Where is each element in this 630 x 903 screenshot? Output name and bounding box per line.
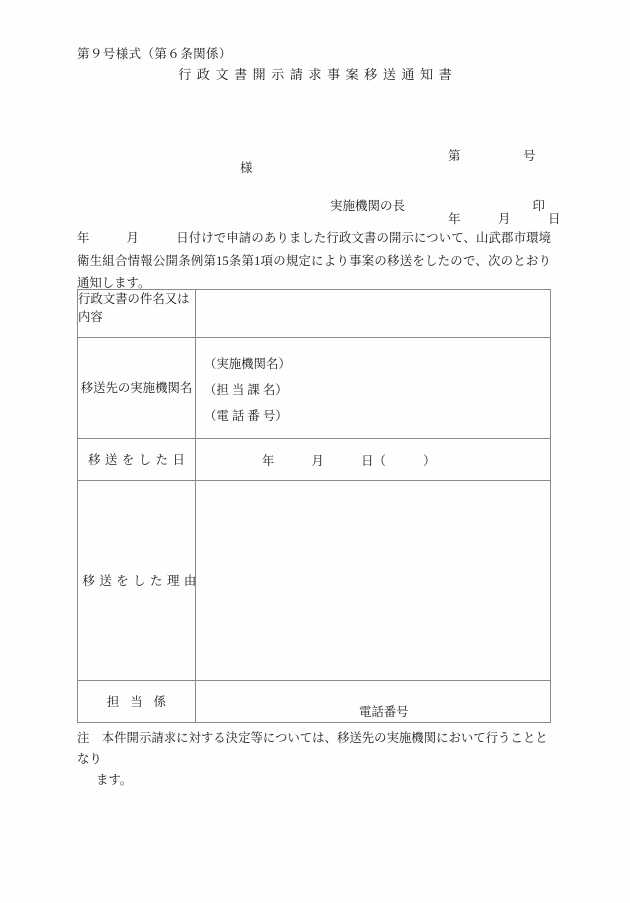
notification-table: [77, 289, 551, 723]
row-label-transfer-date: 移送をした日: [78, 439, 196, 481]
footnote: [77, 728, 555, 791]
row-value-contact-section[interactable]: [196, 681, 551, 723]
row-value-transfer-reason[interactable]: [196, 481, 551, 681]
issue-date-line: 年 月 日: [448, 212, 561, 226]
row-label-destination-agency: 移送先の実施機関名: [78, 338, 196, 439]
row-label-contact-section: 担当係: [78, 681, 196, 723]
row-value-destination-agency[interactable]: [196, 338, 551, 439]
table-row: [78, 338, 551, 439]
footnote-line-2: ます。: [96, 773, 133, 787]
table-row: [78, 681, 551, 723]
table-row: [78, 290, 551, 338]
body-date-blank: 年 月: [77, 231, 177, 245]
addressee-honorific: 様: [240, 161, 253, 175]
agency-phone-line: （電 話 番 号）: [204, 409, 288, 423]
body-paragraph: [77, 227, 551, 295]
issuer-row: [330, 196, 545, 214]
row-label-transfer-reason: 移送をした理由: [78, 481, 196, 681]
footnote-line-1: 本件開示請求に対する決定等については、移送先の実施機関において行うこととなり: [77, 731, 548, 766]
row-value-document-subject[interactable]: [196, 290, 551, 338]
telephone-label: 電話番号: [359, 705, 409, 719]
table-row: [78, 439, 551, 481]
body-text: 日付けで申請のありました行政文書の開示について、山武郡市環境衛生組合情報公開条例第15条第1項の規定により事案の移送をしたので、次のとおり通知します。: [77, 231, 551, 290]
row-value-transfer-date[interactable]: [196, 439, 551, 481]
document-title: 行政文書開示請求事案移送通知書: [178, 67, 458, 82]
seal-mark: 印: [532, 199, 545, 213]
footnote-marker: 注: [77, 731, 102, 745]
reference-number-line: 第 号: [448, 149, 536, 163]
agency-name-line: （実施機関名）: [204, 357, 291, 371]
transfer-date-blank: 年 月 日（ ）: [262, 453, 436, 468]
issuer-title: 実施機関の長: [330, 199, 406, 213]
form-number: 第９号様式（第６条関係）: [77, 47, 232, 61]
row-label-document-subject: 行政文書の件名又は内容: [78, 290, 196, 338]
table-row: [78, 481, 551, 681]
agency-section-line: （担 当 課 名）: [204, 383, 288, 397]
